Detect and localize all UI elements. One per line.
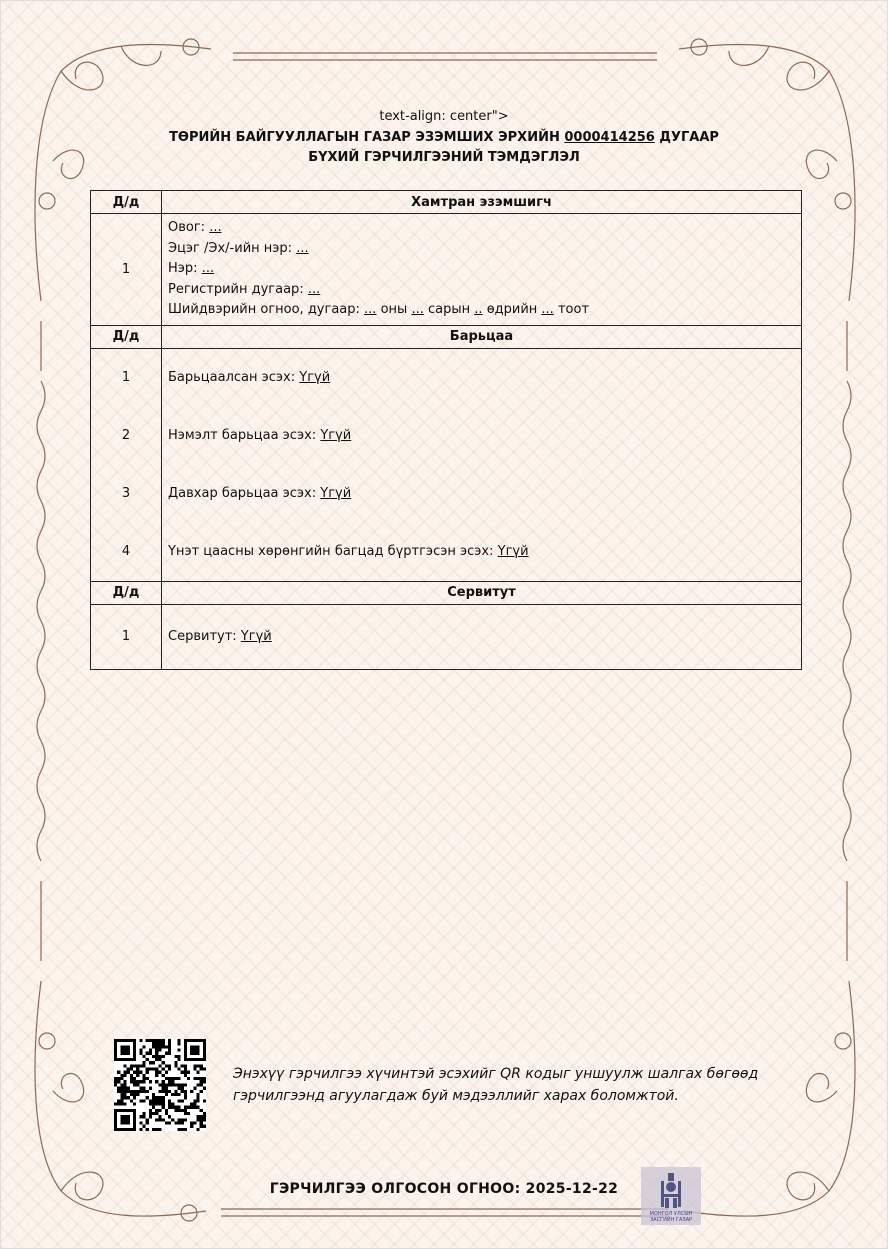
government-seal-icon bbox=[641, 1167, 701, 1225]
collateral-item bbox=[168, 465, 795, 523]
collateral-label: Барьцаалсан эсэх: bbox=[168, 369, 296, 385]
patronymic-value: ... bbox=[296, 240, 309, 256]
collateral-value: Үгүй bbox=[320, 485, 352, 501]
col-index-header: Д/д bbox=[91, 581, 162, 604]
decision-label: Шийдвэрийн огноо, дугаар: bbox=[168, 302, 360, 317]
co-owner-header-row bbox=[91, 191, 802, 214]
qr-note-line1: Энэхүү гэрчилгээ хүчинтэй эсэхийг QR кодыг уншуулж шалгах бөгөөд bbox=[233, 1066, 759, 1082]
co-owner-header: Хамтран эзэмшигч bbox=[162, 191, 802, 214]
collateral-details bbox=[162, 348, 802, 581]
collateral-block bbox=[91, 348, 802, 581]
collateral-item bbox=[168, 349, 795, 407]
certificate-number: 0000414256 bbox=[564, 130, 655, 145]
stray-markup-text: text-align: center"> bbox=[379, 109, 509, 124]
co-owner-details bbox=[162, 214, 802, 326]
collateral-label: Давхар барьцаа эсэх: bbox=[168, 485, 317, 501]
col-index-header: Д/д bbox=[91, 191, 162, 214]
decision-line bbox=[168, 300, 795, 321]
collateral-item bbox=[168, 407, 795, 465]
collateral-value: Үгүй bbox=[497, 543, 529, 559]
qr-verification-note bbox=[233, 1063, 793, 1107]
surname-label: Овог: bbox=[168, 220, 206, 235]
name-label: Нэр: bbox=[168, 261, 198, 276]
decision-number: ... bbox=[541, 302, 554, 317]
certificate-header bbox=[1, 109, 887, 168]
servitude-details bbox=[162, 604, 802, 669]
collateral-index-cell bbox=[91, 348, 162, 581]
patronymic-label: Эцэг /Эх/-ийн нэр: bbox=[168, 240, 293, 256]
certificate-title bbox=[1, 128, 887, 148]
collateral-header-row bbox=[91, 325, 802, 348]
collateral-header: Барьцаа bbox=[162, 325, 802, 348]
servitude-header-row bbox=[91, 581, 802, 604]
surname-line bbox=[168, 218, 795, 239]
registration-table bbox=[90, 190, 802, 670]
issue-date: ГЭРЧИЛГЭЭ ОЛГОСОН ОГНОО: 2025-12-22 bbox=[269, 1181, 619, 1197]
register-line bbox=[168, 280, 795, 301]
col-index-header: Д/д bbox=[91, 325, 162, 348]
qr-code bbox=[114, 1039, 206, 1131]
surname-value: ... bbox=[209, 220, 222, 235]
row-index: 1 bbox=[91, 214, 162, 326]
collateral-label: Нэмэлт барьцаа эсэх: bbox=[168, 427, 317, 443]
servitude-row bbox=[91, 604, 802, 669]
patronymic-line bbox=[168, 239, 795, 260]
register-label: Регистрийн дугаар: bbox=[168, 281, 304, 297]
row-index: 1 bbox=[91, 604, 162, 669]
month-word: сарын bbox=[428, 302, 471, 317]
seal-text-line1: МОНГОЛ УЛСЫН bbox=[649, 1211, 693, 1217]
co-owner-row bbox=[91, 214, 802, 326]
decision-month: ... bbox=[411, 302, 424, 317]
day-word: өдрийн bbox=[486, 302, 538, 317]
collateral-item bbox=[168, 523, 795, 581]
collateral-value: Үгүй bbox=[320, 427, 352, 443]
row-index: 3 bbox=[121, 485, 131, 501]
decision-day: .. bbox=[474, 302, 483, 317]
collateral-value: Үгүй bbox=[299, 369, 331, 385]
number-word: тоот bbox=[557, 302, 590, 317]
name-value: ... bbox=[201, 261, 215, 276]
year-word: оны bbox=[380, 302, 408, 317]
certificate-title-line2: БҮХИЙ ГЭРЧИЛГЭЭНИЙ ТЭМДЭГЛЭЛ bbox=[308, 150, 580, 165]
decision-year: ... bbox=[364, 302, 377, 317]
row-index: 1 bbox=[121, 369, 131, 385]
title-prefix: ТӨРИЙН БАЙГУУЛЛАГЫН ГАЗАР ЭЗЭМШИХ ЭРХИЙН bbox=[169, 130, 560, 145]
seal-text-line2: ЗАСГИЙН ГАЗАР bbox=[649, 1217, 693, 1223]
row-index: 4 bbox=[121, 543, 131, 559]
name-line bbox=[168, 259, 795, 280]
servitude-label: Сервитут: bbox=[168, 629, 237, 644]
title-suffix: ДУГААР bbox=[659, 130, 719, 145]
servitude-value: Үгүй bbox=[240, 629, 272, 644]
row-index: 2 bbox=[121, 427, 131, 443]
qr-note-line2: гэрчилгээнд агуулагдаж буй мэдээллийг харах боломжтой. bbox=[233, 1088, 679, 1104]
register-value: ... bbox=[307, 281, 321, 297]
servitude-header: Сервитут bbox=[162, 581, 802, 604]
collateral-label: Үнэт цаасны хөрөнгийн багцад бүртгэсэн эсэх: bbox=[168, 543, 494, 559]
